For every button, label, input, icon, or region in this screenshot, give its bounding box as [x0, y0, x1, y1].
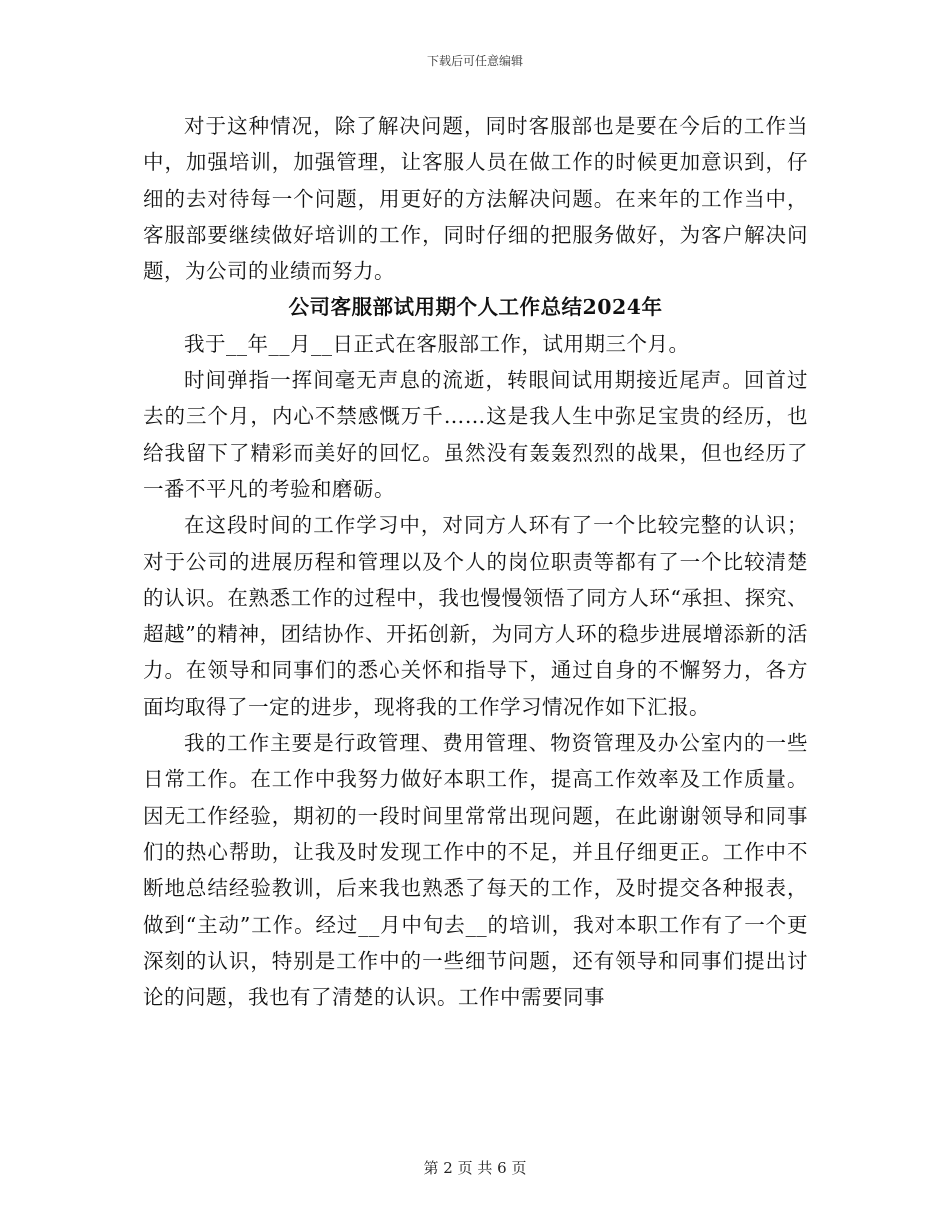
paragraph-start-date: 我于__年__月__日正式在客服部工作，试用期三个月。	[184, 331, 690, 356]
paragraph-work-duties: 我的工作主要是行政管理、费用管理、物资管理及办公室内的一些日常工作。在工作中我努力做好本职工作，提高工作效率及工作质量。因无工作经验，期初的一段时间里常常出现问题，在此谢谢领导和同事们的热心帮助，让我及时发现工作中的不足，并且仔细更正。工作中不断地总结经验教训，后来我也熟悉了每天的工作，及时提交各种报表，做到“主动”工作。经过__月中旬去__的培训，我对本职工作有了一个更深刻的认识，特别是工作中的一些细节问题，还有领导和同事们提出讨论的问题，我也有了清楚的认识。工作中需要同事	[143, 731, 808, 1010]
paragraph-learning: 在这段时间的工作学习中，对同方人环有了一个比较完整的认识；对于公司的进展历程和管理以及个人的岗位职责等都有了一个比较清楚的认识。在熟悉工作的过程中，我也慢慢领悟了同方人环“承担、探究、超越”的精神，团结协作、开拓创新，为同方人环的稳步进展增添新的活力。在领导和同事们的悉心关怀和指导下，通过自身的不懈努力，各方面均取得了一定的进步，现将我的工作学习情况作如下汇报。	[143, 513, 808, 719]
document-title: 公司客服部试用期个人工作总结2024年	[288, 295, 663, 320]
intro-paragraph: 对于这种情况，除了解决问题，同时客服部也是要在今后的工作当中，加强培训，加强管理，让客服人员在做工作的时候更加意识到，仔细的去对待每一个问题，用更好的方法解决问题。在来年的工作当中，客服部要继续做好培训的工作，同时仔细的把服务做好，为客户解决问题，为公司的业绩而努力。	[143, 114, 808, 284]
paragraph-reflection: 时间弹指一挥间毫无声息的流逝，转眼间试用期接近尾声。回首过去的三个月，内心不禁感慨万千……这是我人生中弥足宝贵的经历，也给我留下了精彩而美好的回忆。虽然没有轰轰烈烈的战果，但也经历了一番不平凡的考验和磨砺。	[143, 368, 808, 501]
document-body	[143, 108, 808, 1015]
header-note: 下载后可任意编辑	[426, 54, 523, 68]
page-indicator: 第 2 页 共 6 页	[423, 1159, 527, 1177]
